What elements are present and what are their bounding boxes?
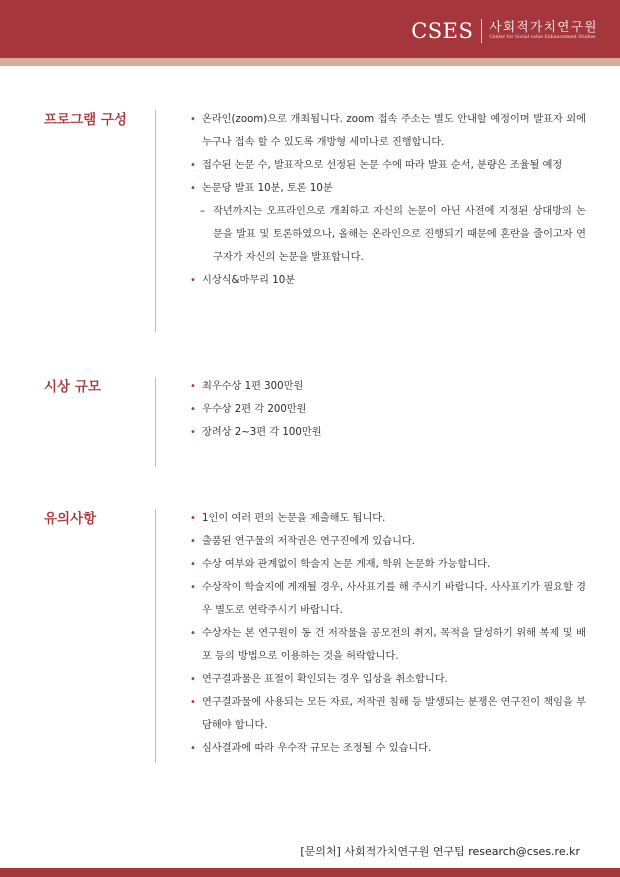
list-item-text: 최우수상 1편 300만원 — [202, 381, 304, 392]
list-item-text: 수상자는 본 연구원이 동 건 저작물을 공모전의 취지, 목적을 달성하기 위해 복제 및 배포 등의 방법으로 이용하는 것을 허락합니다. — [202, 628, 586, 662]
bullet-icon: • — [190, 674, 196, 685]
sub-list-item-text: 작년까지는 오프라인으로 개최하고 자신의 논문이 아닌 사전에 지정된 상대방의 논문을 발표 및 토론하였으나, 올해는 온라인으로 진행되기 때문에 혼란을 줄이고자 연구자가 자신의 논문을 발표합니다. — [213, 206, 586, 263]
section-title: 유의사항 — [44, 511, 97, 527]
list-item — [190, 108, 586, 154]
logo-english-name: Center for Social value Enhancement Studies — [489, 35, 596, 41]
list-item — [190, 269, 586, 292]
list-item-text: 우수상 2편 각 200만원 — [202, 404, 307, 415]
cses-logo — [411, 16, 598, 46]
list-item-text: 수상작이 학술지에 게재될 경우, 사사표기를 해 주시기 바랍니다. 사사표기가 필요할 경우 별도로 연락주시기 바랍니다. — [202, 582, 586, 616]
list-item — [190, 375, 586, 398]
header-accent-strip — [0, 58, 620, 66]
list-item — [190, 553, 586, 576]
list-item — [190, 576, 586, 622]
bullet-icon: • — [190, 559, 196, 570]
bullet-icon: • — [190, 697, 196, 708]
list-item — [190, 507, 586, 530]
bullet-icon: • — [190, 183, 196, 194]
section-divider — [155, 377, 156, 467]
bullet-icon: • — [190, 427, 196, 438]
list-item-text: 연구결과물에 사용되는 모든 자료, 저작권 침해 등 발생되는 분쟁은 연구진이 책임을 부담해야 합니다. — [202, 697, 586, 731]
section-divider — [155, 509, 156, 763]
bullet-icon: • — [190, 743, 196, 754]
footer-bar — [0, 868, 620, 877]
bullet-icon: • — [190, 513, 196, 524]
bullet-icon: • — [190, 628, 196, 639]
logo-text — [489, 18, 598, 41]
list-item — [190, 530, 586, 553]
list-item-text: 장려상 2~3편 각 100만원 — [202, 427, 322, 438]
list-item-text: 논문당 발표 10분, 토론 10분 — [202, 183, 333, 194]
logo-korean-name: 사회적가치연구원 — [489, 18, 598, 34]
list-item — [190, 398, 586, 421]
section-divider — [155, 110, 156, 332]
list-item-text: 온라인(zoom)으로 개최됩니다. zoom 접속 주소는 별도 안내할 예정이며 발표자 외에 누구나 접속 할 수 있도록 개방형 세미나로 진행합니다. — [202, 114, 586, 148]
section-title: 시상 규모 — [44, 379, 101, 395]
section-list — [190, 108, 586, 292]
bullet-icon: • — [190, 582, 196, 593]
list-item — [190, 737, 586, 760]
list-item-text: 출품된 연구물의 저작권은 연구진에게 있습니다. — [202, 536, 416, 547]
bullet-icon: • — [190, 275, 196, 286]
bullet-icon: • — [190, 536, 196, 547]
logo-mark: CSES — [411, 19, 474, 43]
dash-icon: – — [200, 206, 206, 217]
list-item — [190, 622, 586, 668]
header-bar — [0, 0, 620, 58]
list-item — [190, 668, 586, 691]
list-item — [190, 154, 586, 177]
bullet-icon: • — [190, 160, 196, 171]
section-title: 프로그램 구성 — [44, 112, 127, 128]
list-item-text: 연구결과물은 표절이 확인되는 경우 입상을 취소합니다. — [202, 674, 448, 685]
sub-list-item — [190, 200, 586, 269]
list-item-text: 수상 여부와 관계없이 학술지 논문 게재, 학위 논문화 가능합니다. — [202, 559, 491, 570]
list-item-text: 접수된 논문 수, 발표작으로 선정된 논문 수에 따라 발표 순서, 분량은 조율될 예정 — [202, 160, 563, 171]
bullet-icon: • — [190, 114, 196, 125]
list-item — [190, 691, 586, 737]
list-item-text: 심사결과에 따라 우수작 규모는 조정될 수 있습니다. — [202, 743, 432, 754]
bullet-icon: • — [190, 404, 196, 415]
section-list — [190, 375, 586, 444]
list-item-text: 1인이 여러 편의 논문을 제출해도 됩니다. — [202, 513, 386, 524]
list-item — [190, 177, 586, 200]
section-list — [190, 507, 586, 760]
logo-divider — [481, 19, 482, 43]
bullet-icon: • — [190, 381, 196, 392]
list-item — [190, 421, 586, 444]
contact-info: [문의처] 사회적가치연구원 연구팀 research@cses.re.kr — [300, 845, 580, 858]
list-item-text: 시상식&마무리 10분 — [202, 275, 296, 286]
